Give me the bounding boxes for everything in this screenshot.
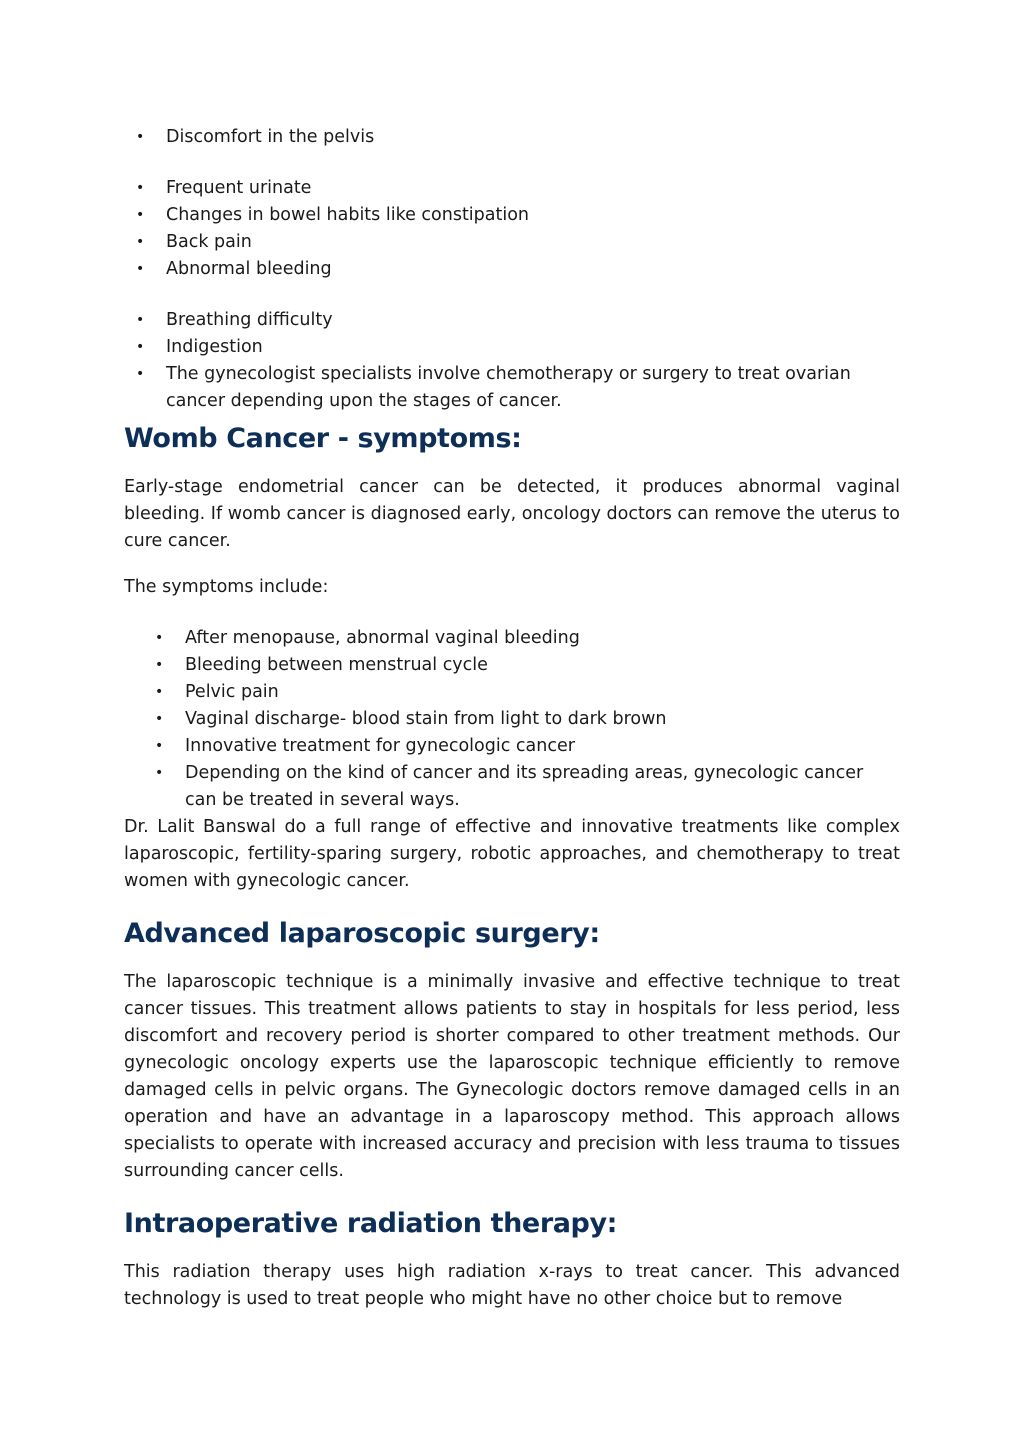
symptom-list-1 [124, 124, 900, 151]
laparoscopic-heading: Advanced laparoscopic surgery: [124, 918, 600, 949]
bullet-icon: • [136, 180, 145, 196]
list-item: • Discomfort in the pelvis [124, 124, 900, 151]
bullet-icon: • [155, 684, 164, 700]
laparoscopic-paragraph: The laparoscopic technique is a minimally invasive and effective technique to treat cancer tissues. This treatment allows patients to stay in hospitals for less period, less discomfort and recovery period is shorter compared to other treatment methods. Our gynecologic oncology experts use the laparoscopic technique efficiently to remove damaged cells in pelvic organs. The Gynecologic doctors remove damaged cells in an operation and have an advantage in a laparoscopy method. This approach allows specialists to operate with increased accuracy and precision with less trauma to tissues surrounding cancer cells. [124, 972, 900, 1181]
radiation-paragraph: This radiation therapy uses high radiation x-rays to treat cancer. This advanced technology is used to treat people who might have no other choice but to remove [124, 1262, 900, 1309]
bullet-icon: • [155, 630, 164, 646]
list-item: • Abnormal bleeding [124, 256, 900, 283]
list-item: • Frequent urinate [124, 175, 900, 202]
list-item: • Pelvic pain [124, 679, 900, 706]
bullet-icon: • [136, 366, 145, 382]
symptom-list-3 [124, 307, 900, 415]
bullet-icon: • [155, 711, 164, 727]
bullet-icon: • [155, 738, 164, 754]
bullet-icon: • [136, 312, 145, 328]
list-item: • Indigestion [124, 334, 900, 361]
bullet-icon: • [155, 765, 164, 781]
list-item: • Depending on the kind of cancer and its spreading areas, gynecologic cancer can be treated in several ways. [124, 760, 900, 814]
bullet-icon: • [136, 207, 145, 223]
radiation-heading: Intraoperative radiation therapy: [124, 1208, 618, 1239]
bullet-icon: • [136, 129, 145, 145]
list-item: • Vaginal discharge- blood stain from light to dark brown [124, 706, 900, 733]
bullet-icon: • [136, 339, 145, 355]
list-item: • Innovative treatment for gynecologic cancer [124, 733, 900, 760]
list-item: • The gynecologist specialists involve chemotherapy or surgery to treat ovarian cancer depending upon the stages of cancer. [124, 361, 900, 415]
womb-cancer-heading: Womb Cancer - symptoms: [124, 423, 522, 454]
list-item: • Back pain [124, 229, 900, 256]
bullet-icon: • [155, 657, 164, 673]
womb-symptom-list [124, 625, 900, 814]
document-page [124, 124, 900, 1313]
list-item: • Breathing difficulty [124, 307, 900, 334]
list-item: • Bleeding between menstrual cycle [124, 652, 900, 679]
symptom-list-2 [124, 175, 900, 283]
bullet-icon: • [136, 261, 145, 277]
list-item: • After menopause, abnormal vaginal bleeding [124, 625, 900, 652]
womb-cancer-intro: Early-stage endometrial cancer can be detected, it produces abnormal vaginal bleeding. If womb cancer is diagnosed early, oncology doctors can remove the uterus to cure cancer. [124, 477, 900, 551]
treatments-paragraph: Dr. Lalit Banswal do a full range of effective and innovative treatments like complex laparoscopic, fertility-sparing surgery, robotic approaches, and chemotherapy to treat women with gynecologic cancer. [124, 817, 900, 891]
list-item: • Changes in bowel habits like constipation [124, 202, 900, 229]
bullet-icon: • [136, 234, 145, 250]
symptoms-include-text: The symptoms include: [124, 577, 329, 597]
